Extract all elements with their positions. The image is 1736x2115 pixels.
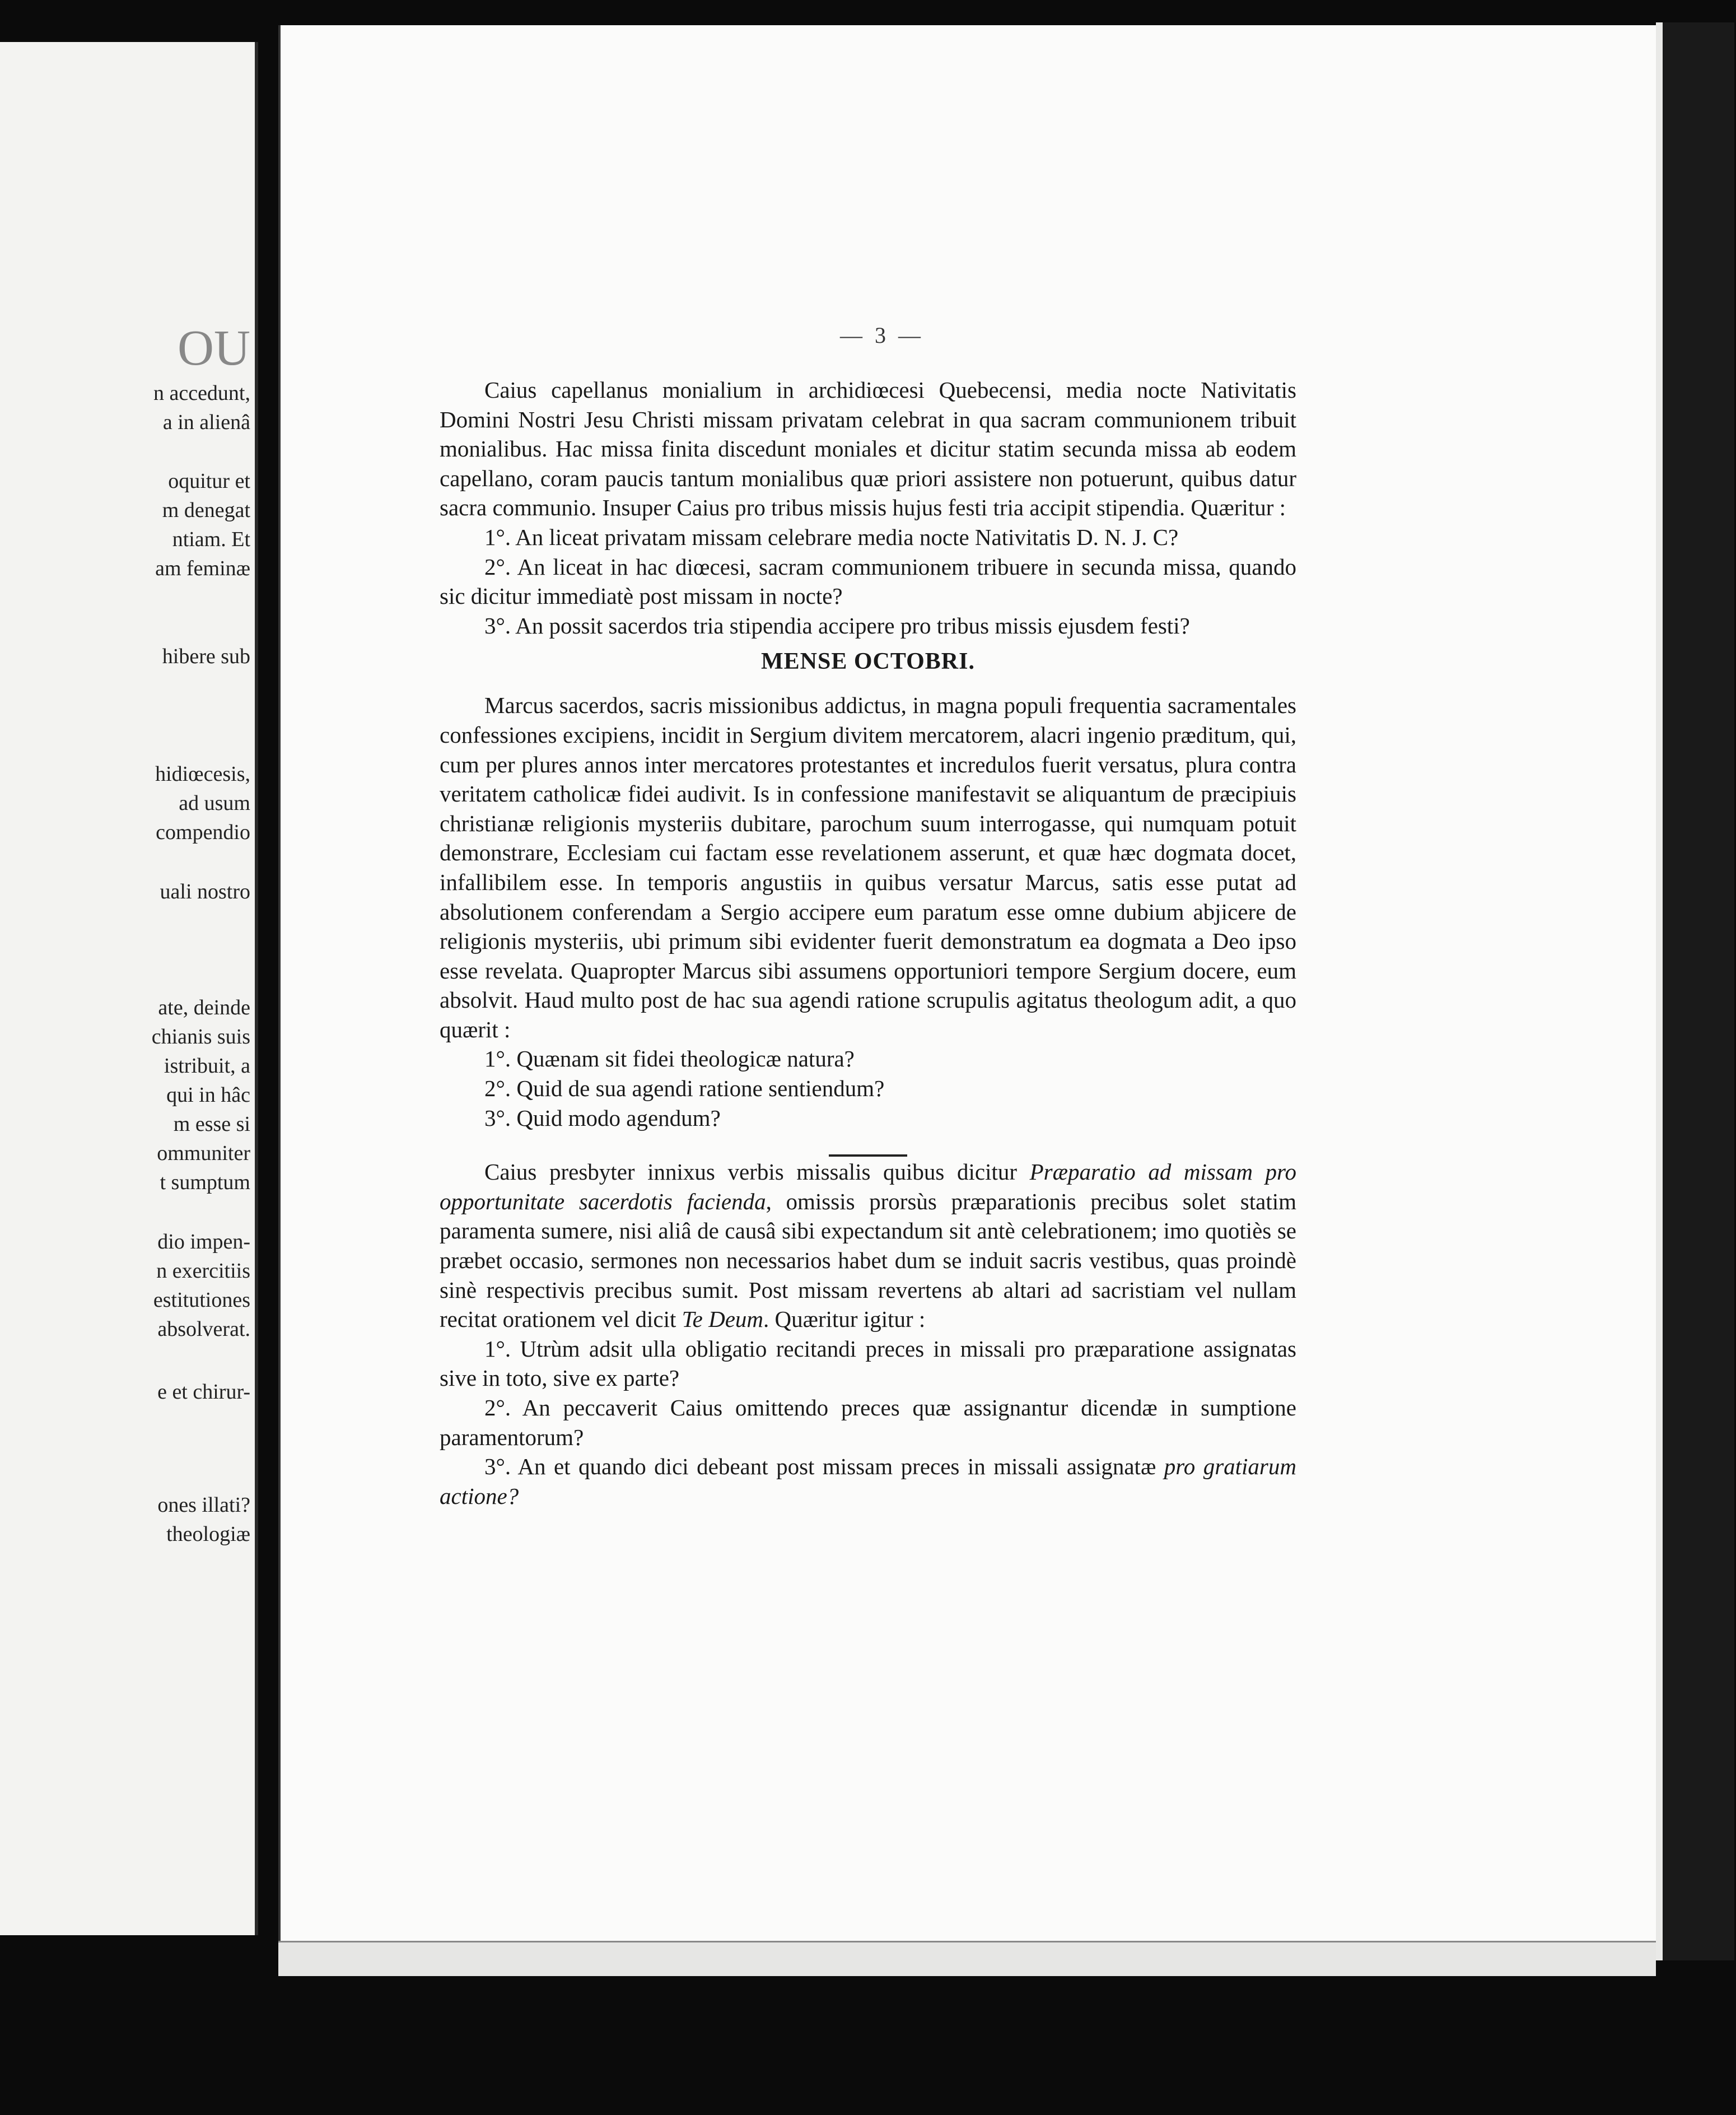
left-fragment: qui in hâc [166,1083,250,1107]
question: 3°. An possit sacerdos tria stipendia accipere pro tribus missis ejusdem festi? [484,612,1190,639]
left-fragment: ones illati? [157,1493,250,1517]
question: 2°. Quid de sua agendi ratione sentiendum? [484,1075,885,1102]
left-fragment: istribuit, a [164,1054,250,1078]
left-fragment: hidiœcesis, [155,762,250,786]
left-fragment: t sumptum [160,1171,250,1194]
case-paragraph: Caius presbyter innixus verbis missalis quibus dicitur Præparatio ad missam pro opportunitate sacerdotis facienda, omissis prorsùs præparationis precibus solet statim paramenta sumere, nisi aliâ de causâ sibi expectandum sit antè celebrationem; imo quotiès se præbet occasio, sermones non necessarios habet dum se induit sacris vestibus, quas proindè sinè respectivis precibus sumit. Post missam revertens ab altari ad sacristiam vel nullam recitat orationem vel dicit Te Deum. Quæritur igitur : [440,1159,1297,1333]
left-fragment: am feminæ [155,557,250,580]
italic-term: Te Deum [682,1306,764,1333]
separator [440,1138,1296,1149]
left-fragment: absolverat. [157,1317,250,1341]
left-fragment: dio impen- [157,1230,250,1254]
left-fragment: n accedunt, [153,381,250,405]
question: 2°. An peccaverit Caius omittendo preces quæ assignantur dicendæ in sumptione paramentorum? [440,1395,1296,1450]
left-page-edge [0,42,258,1935]
case-paragraph: Caius capellanus monialium in archidiœcesi Quebecensi, media nocte Nativitatis Domini Nostri Jesu Christi missam privatam celebrat in qua sacram communionem tribuit monialibus. Hac missa finita discedunt moniales et dicitur statim secunda missa ab eodem capellano, coram paucis tantum monialibus quæ priori assistere non potuerunt, quibus datur sacra communio. Insuper Caius pro tribus missis hujus festi tria accipit stipendia. Quæritur : [440,377,1296,521]
question: 3°. An et quando dici debeant post missam preces in missali assignatæ pro gratiarum actione? [440,1454,1296,1509]
left-fragment: hibere sub [162,645,250,668]
page-bottom-edge [278,1941,1656,1976]
question: 1°. An liceat privatam missam celebrare media nocte Nativitatis D. N. J. C? [484,524,1179,550]
italic-title: Præparatio ad missam pro opportunitate sacerdotis facienda [440,1159,1296,1214]
left-fragment: m esse si [173,1112,250,1136]
page-body [440,330,1296,1511]
left-fragment: ad usum [179,791,250,815]
left-fragment: ommuniter [157,1142,250,1165]
case-paragraph: Marcus sacerdos, sacris missionibus addictus, in magna populi frequentia sacramentales confessiones excipiens, incidit in Sergium divitem mercatorem, alacri ingenio præditum, qui, cum per plures annos inter mercatores protestantes et incredulos fuerit versatus, plura contra veritatem catholicæ fidei audivit. Is in confessione manifestavit se aliquantum de præcipiuis christianæ religionis mysteriis dubitare, parochum suum interrogasse, qui numquam potuit demonstrare, Ecclesiam cui factam esse revelationem asserunt, et quæ hæc dogmata docet, infallibilem esse. In temporis angustiis in quibus versatur Marcus, satis esse putat ad absolutionem conferendam a Sergio accipere eum paratum esse omne dubium abjicere de religionis mysteriis, ubi primum sibi evidenter fuerit demonstratum ea dogmata a Deo ipso esse revelata. Quapropter Marcus sibi assumens opportuniori tempore Sergium docere, eum absolvit. Haud multo post de hac sua agendi ratione scrupulis agitatus theologum adit, a quo quærit : [440,692,1296,1042]
left-fragment: estitutiones [153,1288,250,1312]
left-page-initial: OU [178,320,250,376]
left-fragment: compendio [156,821,250,844]
left-fragment: m denegat [162,499,250,522]
question: 3°. Quid modo agendum? [484,1105,721,1131]
page-number: — 3 — [840,323,924,348]
right-page-edge [1656,22,1734,1960]
left-fragment: oquitur et [168,469,250,493]
question: 2°. An liceat in hac diœcesi, sacram communionem tribuere in secunda missa, quando sic dicitur immediatè post missam in nocte? [440,553,1296,609]
section-heading: MENSE OCTOBRI. [761,649,975,675]
left-fragment: ntiam. Et [172,528,250,551]
question: 1°. Utrùm adsit ulla obligatio recitandi preces in missali pro præparatione assignatas sive in toto, sive ex parte? [440,1335,1296,1391]
left-fragment: chianis suis [151,1025,250,1049]
left-fragment: a in alienâ [162,411,250,434]
left-fragment: ate, deinde [158,996,250,1019]
left-fragment: theologiæ [166,1522,250,1546]
left-fragment: uali nostro [160,880,250,903]
left-fragment: e et chirur- [157,1380,250,1404]
question: 1°. Quænam sit fidei theologicæ natura? [484,1046,855,1072]
left-fragment: n exercitiis [156,1259,250,1283]
